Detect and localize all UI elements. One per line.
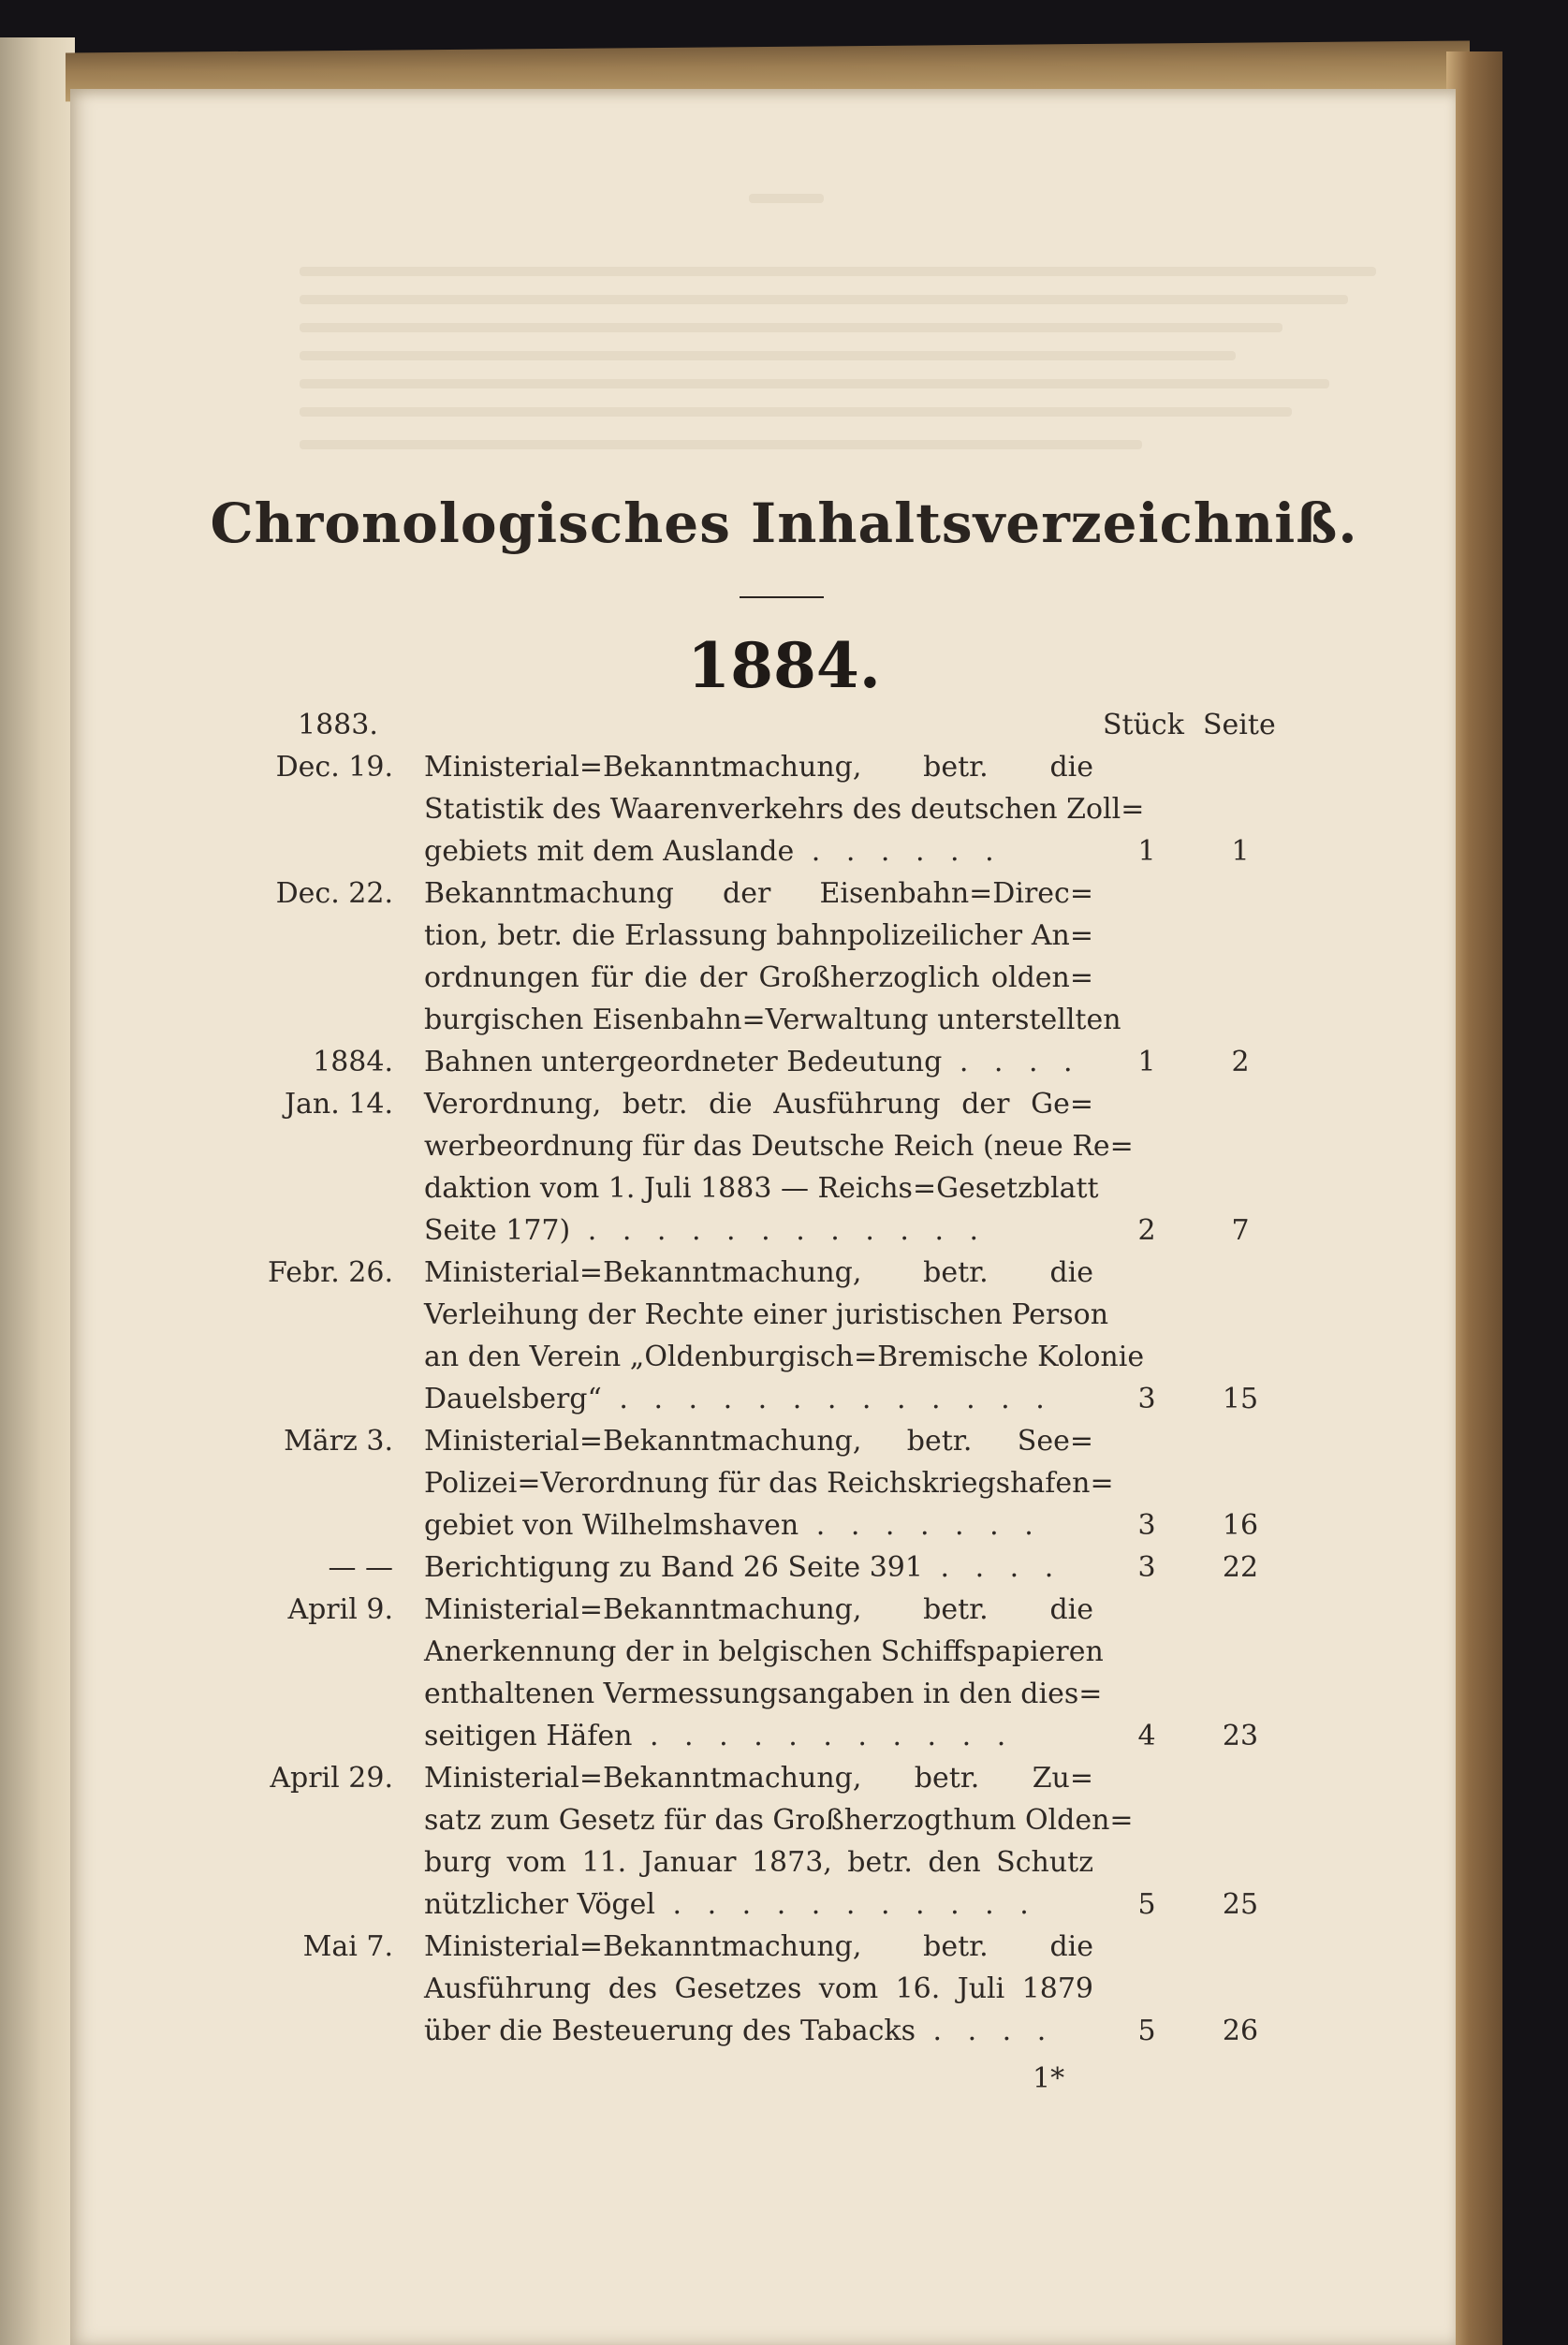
entry-text bbox=[424, 1846, 1093, 1879]
leader-dots: . . . . bbox=[922, 1551, 1062, 1584]
entry-line bbox=[0, 961, 1568, 999]
leader-dots: . . . . . . bbox=[794, 835, 1003, 868]
entry-text-body: Ministerial=Bekanntmachung, betr. See= bbox=[424, 1425, 1093, 1458]
entry-text-body: Ministerial=Bekanntmachung, betr. die bbox=[424, 751, 1093, 784]
page-title: Chronologisches Inhaltsverzeichniß. bbox=[210, 491, 1358, 555]
entry-text-body: satz zum Gesetz für das Großherzogthum Olden= bbox=[424, 1804, 1134, 1837]
entry-line bbox=[0, 1720, 1568, 1757]
entry-text bbox=[424, 1256, 1093, 1289]
entry-text bbox=[424, 1593, 1093, 1626]
entry-line bbox=[0, 1846, 1568, 1883]
entry-line bbox=[0, 793, 1568, 830]
entry-text bbox=[424, 877, 1093, 910]
entry-seite: 22 bbox=[1222, 1551, 1259, 1584]
entry-text-body: seitigen Häfen bbox=[424, 1720, 633, 1752]
entry-text-body: nützlicher Vögel bbox=[424, 1888, 655, 1921]
entry-date: — — bbox=[328, 1551, 393, 1584]
title-divider bbox=[740, 596, 824, 598]
entry-date: März 3. bbox=[284, 1425, 393, 1458]
previous-year-label: 1883. bbox=[298, 709, 378, 741]
seite-column-header: Seite bbox=[1203, 709, 1276, 741]
entry-date: April 9. bbox=[287, 1593, 393, 1626]
entry-text-body: daktion vom 1. Juli 1883 — Reichs=Gesetzblatt bbox=[424, 1172, 1099, 1205]
entry-text bbox=[424, 2015, 1093, 2047]
entry-line bbox=[0, 919, 1568, 957]
entry-line bbox=[0, 1972, 1568, 2010]
entry-text-body: Polizei=Verordnung für das Reichskriegshafen= bbox=[424, 1467, 1114, 1500]
leader-dots: . . . . bbox=[942, 1046, 1081, 1078]
entry-seite: 25 bbox=[1222, 1888, 1259, 1921]
entry-stueck: 3 bbox=[1137, 1509, 1156, 1542]
entry-seite: 16 bbox=[1222, 1509, 1259, 1542]
entry-line bbox=[0, 1172, 1568, 1209]
entry-line bbox=[0, 2015, 1568, 2052]
entry-text-body: an den Verein „Oldenburgisch=Bremische Kolonie bbox=[424, 1341, 1145, 1373]
entry-text-body: Verordnung, betr. die Ausführung der Ge= bbox=[424, 1088, 1093, 1121]
entry-text-body: Ministerial=Bekanntmachung, betr. die bbox=[424, 1930, 1093, 1963]
entry-text bbox=[424, 1172, 1099, 1205]
entry-text-body: ordnungen für die der Großherzoglich olden= bbox=[424, 961, 1093, 994]
entry-text-body: Anerkennung der in belgischen Schiffspapieren bbox=[424, 1635, 1104, 1668]
entry-seite: 1 bbox=[1231, 835, 1250, 868]
entry-line bbox=[0, 1551, 1568, 1589]
entry-line bbox=[0, 1298, 1568, 1336]
entry-text bbox=[424, 1930, 1093, 1963]
entry-text-body: werbeordnung für das Deutsche Reich (neue Re= bbox=[424, 1130, 1134, 1163]
entry-line bbox=[0, 1762, 1568, 1799]
entry-text-body: gebiet von Wilhelmshaven bbox=[424, 1509, 799, 1542]
entry-seite: 7 bbox=[1231, 1214, 1250, 1247]
entry-text bbox=[424, 919, 1093, 952]
entry-text bbox=[424, 1088, 1093, 1121]
entry-text-body: gebiets mit dem Auslande bbox=[424, 835, 795, 868]
entry-date: Febr. 26. bbox=[268, 1256, 393, 1289]
entry-stueck: 2 bbox=[1137, 1214, 1156, 1247]
entry-text-body: burg vom 11. Januar 1873, betr. den Schutz bbox=[424, 1846, 1093, 1879]
entry-text-body: Ministerial=Bekanntmachung, betr. die bbox=[424, 1593, 1093, 1626]
entry-text-body: burgischen Eisenbahn=Verwaltung unterstellten bbox=[424, 1004, 1121, 1036]
year-heading: 1884. bbox=[687, 629, 881, 702]
entry-line bbox=[0, 1635, 1568, 1673]
entry-seite: 15 bbox=[1222, 1383, 1259, 1415]
entry-text-body: Bekanntmachung der Eisenbahn=Direc= bbox=[424, 877, 1093, 910]
entry-line bbox=[0, 1888, 1568, 1926]
entry-date: Jan. 14. bbox=[284, 1088, 393, 1121]
entry-stueck: 3 bbox=[1137, 1551, 1156, 1584]
entry-line bbox=[0, 1467, 1568, 1504]
stueck-column-header: Stück bbox=[1103, 709, 1184, 741]
entry-line bbox=[0, 1214, 1568, 1252]
entry-stueck: 3 bbox=[1137, 1383, 1156, 1415]
entry-line bbox=[0, 1509, 1568, 1546]
entry-line bbox=[0, 1383, 1568, 1420]
entry-line bbox=[0, 1130, 1568, 1167]
entry-date: 1884. bbox=[313, 1046, 393, 1078]
entry-stueck: 1 bbox=[1137, 1046, 1156, 1078]
entry-text bbox=[424, 751, 1093, 784]
entry-text-body: Statistik des Waarenverkehrs des deutschen Zoll= bbox=[424, 793, 1145, 826]
entry-line bbox=[0, 1678, 1568, 1715]
signature-mark: 1* bbox=[1033, 2062, 1065, 2095]
leader-dots: . . . . . . . . . . . bbox=[632, 1720, 1015, 1752]
entry-text bbox=[424, 1467, 1114, 1500]
entry-text bbox=[424, 1804, 1134, 1837]
leader-dots: . . . . . . . . . . . bbox=[654, 1888, 1037, 1921]
entry-seite: 23 bbox=[1222, 1720, 1259, 1752]
entry-text bbox=[424, 1551, 1093, 1584]
entry-text bbox=[424, 793, 1145, 826]
entry-text bbox=[424, 1004, 1121, 1036]
entry-text bbox=[424, 1720, 1093, 1752]
entry-text bbox=[424, 1425, 1093, 1458]
entry-text-body: Ministerial=Bekanntmachung, betr. die bbox=[424, 1256, 1093, 1289]
entry-date: April 29. bbox=[270, 1762, 393, 1795]
entry-text-body: Seite 177) bbox=[424, 1214, 571, 1247]
entry-text bbox=[424, 1341, 1145, 1373]
entry-line bbox=[0, 835, 1568, 872]
entry-text-body: über die Besteuerung des Tabacks bbox=[424, 2015, 916, 2047]
leader-dots: . . . . bbox=[915, 2015, 1055, 2047]
entry-text bbox=[424, 835, 1093, 868]
entry-line bbox=[0, 1341, 1568, 1378]
entry-text-body: Ausführung des Gesetzes vom 16. Juli 1879 bbox=[424, 1972, 1093, 2005]
entry-text-body: Ministerial=Bekanntmachung, betr. Zu= bbox=[424, 1762, 1093, 1795]
entry-stueck: 4 bbox=[1137, 1720, 1156, 1752]
entry-line bbox=[0, 1004, 1568, 1041]
entry-text bbox=[424, 1383, 1093, 1415]
entry-seite: 26 bbox=[1222, 2015, 1259, 2047]
entry-text bbox=[424, 1888, 1093, 1921]
entry-text bbox=[424, 1762, 1093, 1795]
entry-date: Dec. 19. bbox=[275, 751, 393, 784]
entry-text bbox=[424, 961, 1093, 994]
entry-text bbox=[424, 1130, 1134, 1163]
entry-line bbox=[0, 1930, 1568, 1968]
entry-text-body: tion, betr. die Erlassung bahnpolizeilicher An= bbox=[424, 919, 1093, 952]
entry-date: Dec. 22. bbox=[275, 877, 393, 910]
entry-text-body: Berichtigung zu Band 26 Seite 391 bbox=[424, 1551, 923, 1584]
entry-text-body: Bahnen untergeordneter Bedeutung bbox=[424, 1046, 943, 1078]
entry-date: Mai 7. bbox=[302, 1930, 393, 1963]
entry-line bbox=[0, 1088, 1568, 1125]
entry-line bbox=[0, 1256, 1568, 1294]
entry-line bbox=[0, 1046, 1568, 1083]
entry-line bbox=[0, 1425, 1568, 1462]
entry-stueck: 5 bbox=[1137, 1888, 1156, 1921]
entry-line bbox=[0, 751, 1568, 788]
leader-dots: . . . . . . . bbox=[799, 1509, 1042, 1542]
entry-text-body: Dauelsberg“ bbox=[424, 1383, 602, 1415]
leader-dots: . . . . . . . . . . . . . bbox=[601, 1383, 1053, 1415]
entry-seite: 2 bbox=[1231, 1046, 1250, 1078]
entry-text bbox=[424, 1046, 1093, 1078]
entry-text-body: enthaltenen Vermessungsangaben in den dies= bbox=[424, 1678, 1103, 1710]
entry-stueck: 5 bbox=[1137, 2015, 1156, 2047]
entry-line bbox=[0, 1593, 1568, 1631]
entry-text bbox=[424, 1509, 1093, 1542]
entry-text-body: Verleihung der Rechte einer juristischen Person bbox=[424, 1298, 1109, 1331]
entry-text bbox=[424, 1972, 1093, 2005]
entry-line bbox=[0, 877, 1568, 915]
leader-dots: . . . . . . . . . . . . bbox=[570, 1214, 988, 1247]
entry-text bbox=[424, 1635, 1104, 1668]
entry-text bbox=[424, 1214, 1093, 1247]
entry-line bbox=[0, 1804, 1568, 1841]
entry-text bbox=[424, 1678, 1103, 1710]
entry-stueck: 1 bbox=[1137, 835, 1156, 868]
entry-text bbox=[424, 1298, 1109, 1331]
